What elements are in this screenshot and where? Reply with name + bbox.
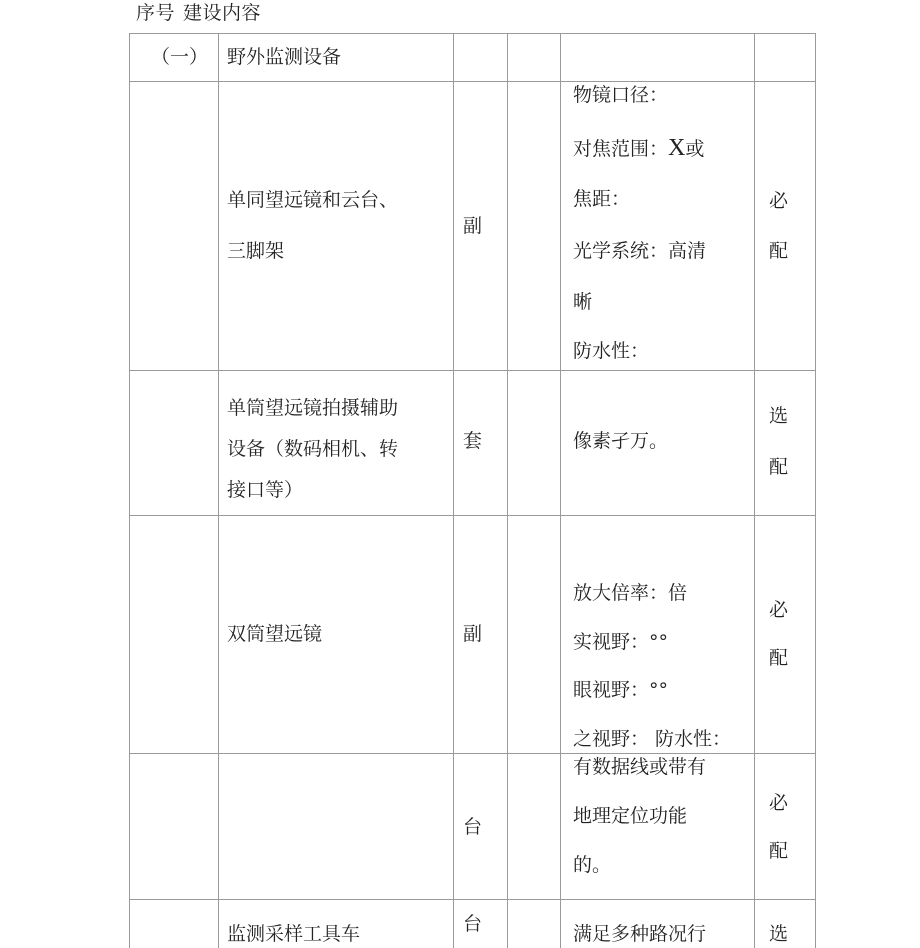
col-divider: [815, 33, 816, 948]
col-divider: [453, 33, 454, 948]
item-unit: 副: [463, 215, 483, 237]
item-requirement: 必: [769, 792, 789, 814]
header-col-content: 建设内容: [183, 2, 262, 24]
col-divider: [507, 33, 508, 948]
item-unit: 副: [463, 623, 483, 645]
row-divider: [129, 370, 816, 371]
equipment-table: [129, 33, 816, 948]
item-requirement: 选: [769, 405, 789, 427]
item-name-line: 设备（数码相机、转: [227, 438, 399, 460]
item-spec-line: 的。: [573, 854, 612, 876]
item-spec-line: 之视野： 防水性：: [573, 728, 732, 750]
item-spec-line: 有数据线或带有: [573, 756, 707, 778]
item-unit: 台: [463, 816, 483, 838]
header-col-no: 序号: [136, 2, 176, 24]
item-spec-line: [573, 136, 704, 161]
row-divider: [129, 753, 816, 754]
item-spec-line: 晰: [573, 291, 593, 313]
item-name-line: 单同望远镜和云台、: [227, 189, 399, 211]
item-spec-line: 眼视野：°°: [573, 679, 669, 701]
item-name-line: 三脚架: [227, 240, 285, 262]
item-spec-line: 物镜口径：: [573, 84, 669, 106]
item-unit: 台: [463, 913, 483, 935]
item-spec-line: 光学系统：高清: [573, 240, 707, 262]
col-divider: [129, 33, 130, 948]
spec-x: X: [668, 135, 686, 161]
item-spec-line: 放大倍率：倍: [573, 582, 688, 604]
item-unit: 套: [463, 430, 483, 452]
item-name-line: 接口等）: [227, 479, 304, 501]
item-name-line: 监测采样工具车: [227, 923, 361, 945]
item-requirement: 配: [769, 240, 789, 262]
row-divider: [129, 33, 816, 34]
row-divider: [129, 899, 816, 900]
category-number: （一）: [151, 46, 209, 68]
spec-suffix: 或: [685, 138, 705, 160]
item-requirement: 选: [769, 923, 789, 945]
item-requirement: 配: [769, 647, 789, 669]
row-divider: [129, 81, 816, 82]
col-divider: [754, 33, 755, 948]
item-spec-line: 防水性：: [573, 340, 650, 362]
item-requirement: 必: [769, 599, 789, 621]
row-divider: [129, 515, 816, 516]
item-name-line: 双筒望远镜: [227, 623, 323, 645]
item-spec-line: 地理定位功能: [573, 805, 688, 827]
spec-label: 对焦范围：: [573, 138, 669, 160]
item-requirement: 配: [769, 840, 789, 862]
item-requirement: 配: [769, 456, 789, 478]
col-divider: [560, 33, 561, 948]
col-divider: [218, 33, 219, 948]
item-spec-line: 实视野：°°: [573, 631, 669, 653]
category-name: 野外监测设备: [227, 46, 342, 68]
item-name-line: 单筒望远镜拍摄辅助: [227, 397, 399, 419]
table-header: [136, 0, 269, 26]
item-spec-line: 焦距：: [573, 188, 631, 210]
item-spec-line: 满足多种路况行: [573, 923, 707, 945]
item-requirement: 必: [769, 190, 789, 212]
item-spec-line: 像素孑万。: [573, 430, 669, 452]
